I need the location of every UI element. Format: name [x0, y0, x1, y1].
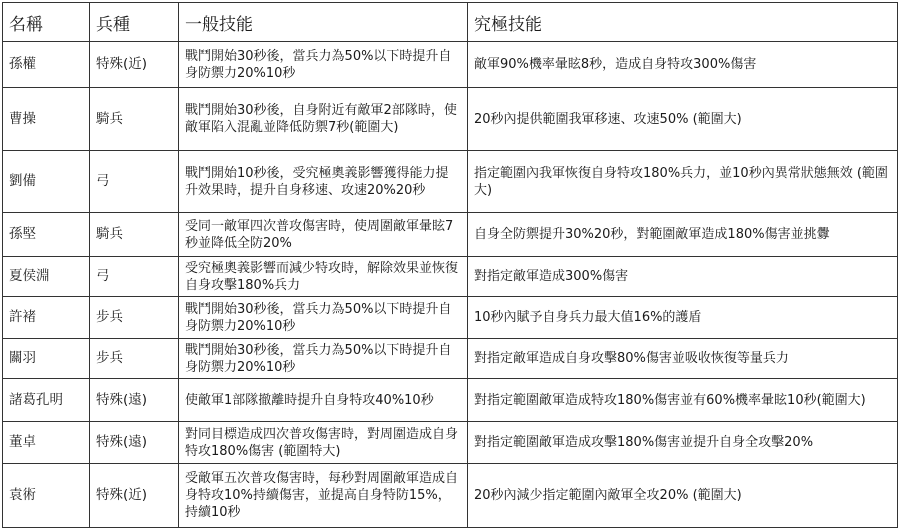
table-row [3, 257, 898, 297]
general-skill: 對同目標造成四次普攻傷害時，對周圍造成自身特攻180%傷害 (範圍特大) [179, 422, 468, 464]
ultimate-skill: 敵軍90%機率暈眩8秒，造成自身特攻300%傷害 [468, 42, 898, 88]
troop-type: 騎兵 [90, 88, 179, 151]
ultimate-skill: 對指定範圍敵軍造成特攻180%傷害並有60%機率暈眩10秒(範圍大) [468, 379, 898, 422]
troop-type: 步兵 [90, 297, 179, 339]
hero-name: 劉備 [3, 151, 90, 213]
header-ultimate-skill: 究極技能 [468, 3, 898, 42]
header-name: 名稱 [3, 3, 90, 42]
hero-name: 許褚 [3, 297, 90, 339]
ultimate-skill: 對指定範圍敵軍造成攻擊180%傷害並提升自身全攻擊20% [468, 422, 898, 464]
ultimate-skill: 自身全防禦提升30%20秒，對範圍敵軍造成180%傷害並挑釁 [468, 213, 898, 257]
table-row [3, 379, 898, 422]
general-skill: 使敵軍1部隊撤離時提升自身特攻40%10秒 [179, 379, 468, 422]
table-row [3, 339, 898, 379]
hero-name: 袁術 [3, 464, 90, 528]
general-skill: 戰鬥開始10秒後，受究極奧義影響獲得能力提升效果時，提升自身移速、攻速20%20秒 [179, 151, 468, 213]
table-row [3, 464, 898, 528]
table-row [3, 42, 898, 88]
ultimate-skill: 20秒內減少指定範圍內敵軍全攻20% (範圍大) [468, 464, 898, 528]
troop-type: 特殊(近) [90, 42, 179, 88]
ultimate-skill: 10秒內賦予自身兵力最大值16%的護盾 [468, 297, 898, 339]
header-row [3, 3, 898, 42]
general-skill: 受同一敵軍四次普攻傷害時，使周圍敵軍暈眩7秒並降低全防20% [179, 213, 468, 257]
troop-type: 弓 [90, 151, 179, 213]
hero-name: 孫權 [3, 42, 90, 88]
header-general-skill: 一般技能 [179, 3, 468, 42]
ultimate-skill: 對指定敵軍造成300%傷害 [468, 257, 898, 297]
header-type: 兵種 [90, 3, 179, 42]
troop-type: 特殊(近) [90, 464, 179, 528]
hero-name: 關羽 [3, 339, 90, 379]
troop-type: 騎兵 [90, 213, 179, 257]
table-row [3, 297, 898, 339]
ultimate-skill: 指定範圍內我軍恢復自身特攻180%兵力，並10秒內異常狀態無效 (範圍大) [468, 151, 898, 213]
troop-type: 特殊(遠) [90, 379, 179, 422]
general-skill: 受敵軍五次普攻傷害時，每秒對周圍敵軍造成自身特攻10%持續傷害，並提高自身特防15%，持續10秒 [179, 464, 468, 528]
table-row [3, 88, 898, 151]
hero-name: 孫堅 [3, 213, 90, 257]
hero-name: 夏侯淵 [3, 257, 90, 297]
general-skill: 戰鬥開始30秒後，當兵力為50%以下時提升自身防禦力20%10秒 [179, 339, 468, 379]
hero-name: 諸葛孔明 [3, 379, 90, 422]
general-skill: 受究極奧義影響而減少特攻時，解除效果並恢復自身攻擊180%兵力 [179, 257, 468, 297]
general-skill: 戰鬥開始30秒後，當兵力為50%以下時提升自身防禦力20%10秒 [179, 297, 468, 339]
troop-type: 弓 [90, 257, 179, 297]
general-skill: 戰鬥開始30秒後，自身附近有敵軍2部隊時，使敵軍陷入混亂並降低防禦7秒(範圍大) [179, 88, 468, 151]
troop-type: 特殊(遠) [90, 422, 179, 464]
table-row [3, 422, 898, 464]
hero-name: 曹操 [3, 88, 90, 151]
ultimate-skill: 對指定敵軍造成自身攻擊80%傷害並吸收恢復等量兵力 [468, 339, 898, 379]
table-row [3, 213, 898, 257]
general-skill: 戰鬥開始30秒後，當兵力為50%以下時提升自身防禦力20%10秒 [179, 42, 468, 88]
ultimate-skill: 20秒內提供範圍我軍移速、攻速50% (範圍大) [468, 88, 898, 151]
hero-name: 董卓 [3, 422, 90, 464]
troop-type: 步兵 [90, 339, 179, 379]
table-row [3, 151, 898, 213]
skills-table [2, 2, 898, 528]
